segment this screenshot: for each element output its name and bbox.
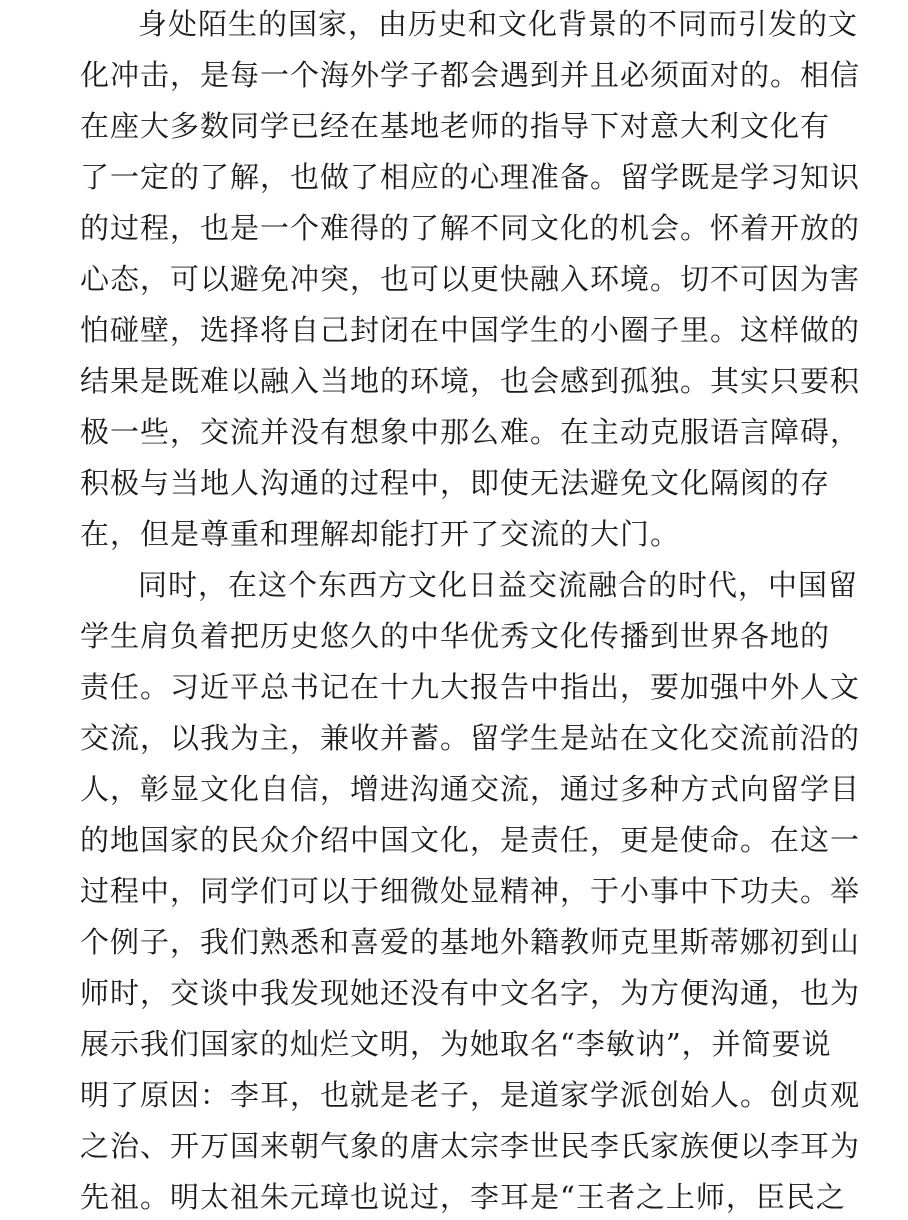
paragraph-2-line-11: 明了原因：李耳，也就是老子，是道家学派创始人。创贞观	[80, 1078, 861, 1112]
paragraph-2-line-8: 个例子，我们熟悉和喜爱的基地外籍教师克里斯蒂娜初到山	[80, 925, 861, 959]
paragraph-1-line-8: 结果是既难以融入当地的环境，也会感到孤独。其实只要积	[80, 364, 861, 398]
paragraph-2-line-2: 学生肩负着把历史悠久的中华优秀文化传播到世界各地的	[80, 619, 831, 653]
paragraph-1-line-7: 怕碰壁，选择将自己封闭在中国学生的小圈子里。这样做的	[80, 313, 861, 347]
paragraph-1-line-9: 极一些，交流并没有想象中那么难。在主动克服语言障碍，	[80, 415, 861, 449]
paragraph-2-line-10: 展示我们国家的灿烂文明，为她取名“李敏讷”，并简要说	[80, 1027, 832, 1061]
paragraph-1-line-4: 了一定的了解，也做了相应的心理准备。留学既是学习知识	[80, 160, 861, 194]
paragraph-1-line-6: 心态，可以避免冲突，也可以更快融入环境。切不可因为害	[80, 262, 861, 296]
paragraph-2-line-13: 先祖。明太祖朱元璋也说过，李耳是“王者之上师，臣民之	[80, 1180, 846, 1214]
paragraph-1-line-1: 身处陌生的国家，由历史和文化背景的不同而引发的文	[138, 7, 859, 41]
paragraph-2-line-1: 同时，在这个东西方文化日益交流融合的时代，中国留	[138, 568, 859, 602]
paragraph-1-line-10: 积极与当地人沟通的过程中，即使无法避免文化隔阂的存	[80, 466, 831, 500]
paragraph-1-line-2: 化冲击，是每一个海外学子都会遇到并且必须面对的。相信	[80, 58, 861, 92]
paragraph-2-line-3: 责任。习近平总书记在十九大报告中指出，要加强中外人文	[80, 670, 861, 704]
paragraph-1-line-5: 的过程，也是一个难得的了解不同文化的机会。怀着开放的	[80, 211, 861, 245]
paragraph-2-line-5: 人，彰显文化自信，增进沟通交流，通过多种方式向留学目	[80, 772, 861, 806]
paragraph-2-line-12: 之治、开万国来朝气象的唐太宗李世民李氏家族便以李耳为	[80, 1129, 861, 1163]
paragraph-2-line-7: 过程中，同学们可以于细微处显精神，于小事中下功夫。举	[80, 874, 861, 908]
paragraph-1-line-11: 在，但是尊重和理解却能打开了交流的大门。	[80, 517, 681, 551]
paragraph-1-line-3: 在座大多数同学已经在基地老师的指导下对意大利文化有	[80, 109, 831, 143]
paragraph-2-line-4: 交流，以我为主，兼收并蓄。留学生是站在文化交流前沿的	[80, 721, 861, 755]
paragraph-2-line-9: 师时，交谈中我发现她还没有中文名字，为方便沟通，也为	[80, 976, 861, 1010]
paragraph-2-line-6: 的地国家的民众介绍中国文化，是责任，更是使命。在这一	[80, 823, 861, 857]
